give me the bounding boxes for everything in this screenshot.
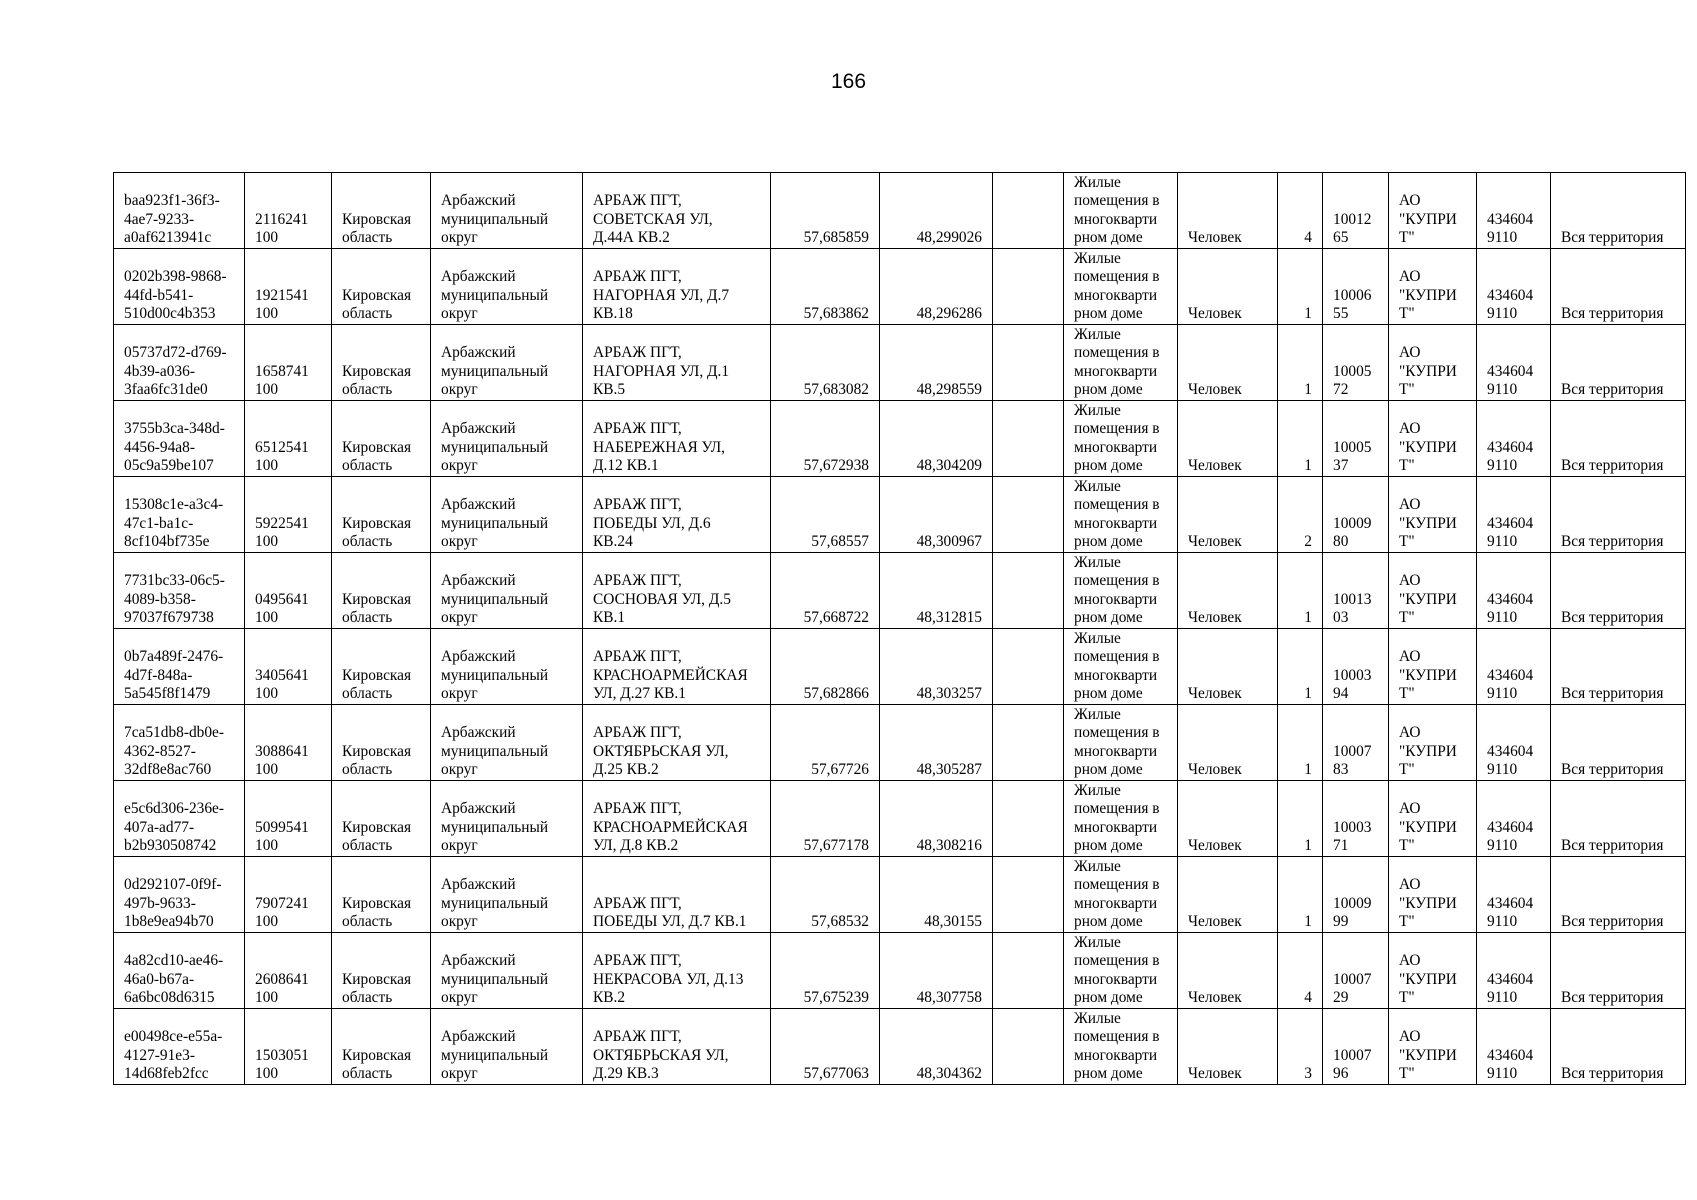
cell-account: 10007 83	[1323, 705, 1389, 781]
cell-territory: Вся территория	[1551, 781, 1686, 857]
cell-empty	[993, 401, 1064, 477]
cell-unit: Человек	[1178, 857, 1278, 933]
cell-territory: Вся территория	[1551, 1009, 1686, 1085]
cell-longitude: 48,298559	[880, 325, 993, 401]
cell-account: 10003 94	[1323, 629, 1389, 705]
cell-address: АРБАЖ ПГТ, НАБЕРЕЖНАЯ УЛ, Д.12 КВ.1	[583, 401, 771, 477]
cell-latitude: 57,683862	[771, 249, 880, 325]
cell-inn: 434604 9110	[1477, 477, 1551, 553]
cell-address: АРБАЖ ПГТ, СОВЕТСКАЯ УЛ, Д.44А КВ.2	[583, 173, 771, 249]
cell-territory: Вся территория	[1551, 629, 1686, 705]
cell-municipality: Арбажский муниципальный округ	[431, 705, 583, 781]
cell-latitude: 57,67726	[771, 705, 880, 781]
cell-address: АРБАЖ ПГТ, НЕКРАСОВА УЛ, Д.13 КВ.2	[583, 933, 771, 1009]
cell-longitude: 48,308216	[880, 781, 993, 857]
cell-record-id: 05737d72-d769- 4b39-a036- 3faa6fc31de0	[114, 325, 245, 401]
cell-housing-type: Жилые помещения в многокварти рном доме	[1064, 629, 1178, 705]
cell-municipality: Арбажский муниципальный округ	[431, 1009, 583, 1085]
cell-inn: 434604 9110	[1477, 629, 1551, 705]
cell-count: 1	[1278, 249, 1323, 325]
cell-organization: АО "КУПРИ Т"	[1389, 401, 1477, 477]
cell-longitude: 48,296286	[880, 249, 993, 325]
cell-territory: Вся территория	[1551, 325, 1686, 401]
cell-territory: Вся территория	[1551, 401, 1686, 477]
cell-code: 1658741 100	[245, 325, 332, 401]
cell-territory: Вся территория	[1551, 933, 1686, 1009]
table-row	[114, 705, 1686, 781]
cell-address: АРБАЖ ПГТ, НАГОРНАЯ УЛ, Д.7 КВ.18	[583, 249, 771, 325]
cell-organization: АО "КУПРИ Т"	[1389, 477, 1477, 553]
cell-longitude: 48,300967	[880, 477, 993, 553]
cell-municipality: Арбажский муниципальный округ	[431, 249, 583, 325]
cell-organization: АО "КУПРИ Т"	[1389, 173, 1477, 249]
cell-address: АРБАЖ ПГТ, НАГОРНАЯ УЛ, Д.1 КВ.5	[583, 325, 771, 401]
cell-longitude: 48,304362	[880, 1009, 993, 1085]
cell-record-id: 0b7a489f-2476- 4d7f-848a- 5a545f8f1479	[114, 629, 245, 705]
cell-organization: АО "КУПРИ Т"	[1389, 705, 1477, 781]
cell-region: Кировская область	[332, 781, 431, 857]
cell-territory: Вся территория	[1551, 249, 1686, 325]
cell-record-id: 0d292107-0f9f- 497b-9633- 1b8e9ea94b70	[114, 857, 245, 933]
table-row	[114, 553, 1686, 629]
cell-record-id: 7731bc33-06c5- 4089-b358- 97037f679738	[114, 553, 245, 629]
cell-account: 10009 99	[1323, 857, 1389, 933]
registry-table	[113, 172, 1686, 1085]
table-row	[114, 401, 1686, 477]
cell-housing-type: Жилые помещения в многокварти рном доме	[1064, 325, 1178, 401]
cell-code: 7907241 100	[245, 857, 332, 933]
cell-organization: АО "КУПРИ Т"	[1389, 857, 1477, 933]
cell-empty	[993, 553, 1064, 629]
cell-municipality: Арбажский муниципальный округ	[431, 553, 583, 629]
cell-region: Кировская область	[332, 325, 431, 401]
cell-latitude: 57,68532	[771, 857, 880, 933]
table-row	[114, 1009, 1686, 1085]
table-row	[114, 857, 1686, 933]
cell-empty	[993, 781, 1064, 857]
cell-count: 1	[1278, 325, 1323, 401]
table-row	[114, 781, 1686, 857]
cell-municipality: Арбажский муниципальный округ	[431, 173, 583, 249]
cell-empty	[993, 477, 1064, 553]
cell-count: 1	[1278, 553, 1323, 629]
cell-region: Кировская область	[332, 477, 431, 553]
cell-count: 2	[1278, 477, 1323, 553]
cell-empty	[993, 629, 1064, 705]
cell-count: 1	[1278, 857, 1323, 933]
registry-table-body	[114, 173, 1686, 1085]
cell-code: 2116241 100	[245, 173, 332, 249]
cell-record-id: 0202b398-9868- 44fd-b541- 510d00c4b353	[114, 249, 245, 325]
cell-region: Кировская область	[332, 1009, 431, 1085]
cell-count: 1	[1278, 401, 1323, 477]
cell-record-id: 7ca51db8-db0e- 4362-8527- 32df8e8ac760	[114, 705, 245, 781]
cell-region: Кировская область	[332, 553, 431, 629]
cell-latitude: 57,682866	[771, 629, 880, 705]
cell-municipality: Арбажский муниципальный округ	[431, 781, 583, 857]
cell-inn: 434604 9110	[1477, 933, 1551, 1009]
cell-housing-type: Жилые помещения в многокварти рном доме	[1064, 553, 1178, 629]
cell-organization: АО "КУПРИ Т"	[1389, 629, 1477, 705]
cell-inn: 434604 9110	[1477, 553, 1551, 629]
cell-account: 10005 37	[1323, 401, 1389, 477]
cell-record-id: baa923f1-36f3- 4ae7-9233- a0af6213941c	[114, 173, 245, 249]
cell-municipality: Арбажский муниципальный округ	[431, 933, 583, 1009]
cell-address: АРБАЖ ПГТ, КРАСНОАРМЕЙСКАЯ УЛ, Д.27 КВ.1	[583, 629, 771, 705]
cell-latitude: 57,675239	[771, 933, 880, 1009]
cell-housing-type: Жилые помещения в многокварти рном доме	[1064, 933, 1178, 1009]
cell-inn: 434604 9110	[1477, 401, 1551, 477]
cell-unit: Человек	[1178, 401, 1278, 477]
cell-latitude: 57,677178	[771, 781, 880, 857]
cell-unit: Человек	[1178, 705, 1278, 781]
cell-organization: АО "КУПРИ Т"	[1389, 933, 1477, 1009]
cell-longitude: 48,303257	[880, 629, 993, 705]
cell-record-id: 15308c1e-a3c4- 47c1-ba1c- 8cf104bf735e	[114, 477, 245, 553]
table-row	[114, 629, 1686, 705]
cell-inn: 434604 9110	[1477, 325, 1551, 401]
cell-longitude: 48,305287	[880, 705, 993, 781]
cell-municipality: Арбажский муниципальный округ	[431, 401, 583, 477]
cell-longitude: 48,304209	[880, 401, 993, 477]
cell-housing-type: Жилые помещения в многокварти рном доме	[1064, 705, 1178, 781]
table-row	[114, 325, 1686, 401]
table-row	[114, 477, 1686, 553]
cell-municipality: Арбажский муниципальный округ	[431, 857, 583, 933]
cell-unit: Человек	[1178, 173, 1278, 249]
cell-empty	[993, 249, 1064, 325]
cell-housing-type: Жилые помещения в многокварти рном доме	[1064, 477, 1178, 553]
cell-inn: 434604 9110	[1477, 705, 1551, 781]
cell-code: 0495641 100	[245, 553, 332, 629]
cell-unit: Человек	[1178, 629, 1278, 705]
cell-region: Кировская область	[332, 173, 431, 249]
cell-account: 10003 71	[1323, 781, 1389, 857]
cell-municipality: Арбажский муниципальный округ	[431, 477, 583, 553]
cell-organization: АО "КУПРИ Т"	[1389, 1009, 1477, 1085]
cell-record-id: 4a82cd10-ae46- 46a0-b67a- 6a6bc08d6315	[114, 933, 245, 1009]
cell-unit: Человек	[1178, 325, 1278, 401]
cell-empty	[993, 173, 1064, 249]
page-number: 166	[830, 70, 867, 93]
cell-territory: Вся территория	[1551, 173, 1686, 249]
cell-inn: 434604 9110	[1477, 173, 1551, 249]
cell-municipality: Арбажский муниципальный округ	[431, 629, 583, 705]
cell-unit: Человек	[1178, 781, 1278, 857]
cell-unit: Человек	[1178, 1009, 1278, 1085]
cell-code: 1921541 100	[245, 249, 332, 325]
cell-unit: Человек	[1178, 933, 1278, 1009]
cell-territory: Вся территория	[1551, 477, 1686, 553]
cell-address: АРБАЖ ПГТ, ОКТЯБРЬСКАЯ УЛ, Д.25 КВ.2	[583, 705, 771, 781]
cell-empty	[993, 705, 1064, 781]
cell-code: 2608641 100	[245, 933, 332, 1009]
cell-empty	[993, 325, 1064, 401]
cell-code: 3405641 100	[245, 629, 332, 705]
cell-territory: Вся территория	[1551, 705, 1686, 781]
cell-housing-type: Жилые помещения в многокварти рном доме	[1064, 173, 1178, 249]
cell-account: 10006 55	[1323, 249, 1389, 325]
table-row	[114, 933, 1686, 1009]
cell-record-id: e00498ce-e55a- 4127-91e3- 14d68feb2fcc	[114, 1009, 245, 1085]
cell-inn: 434604 9110	[1477, 857, 1551, 933]
cell-unit: Человек	[1178, 553, 1278, 629]
cell-organization: АО "КУПРИ Т"	[1389, 553, 1477, 629]
cell-latitude: 57,683082	[771, 325, 880, 401]
cell-code: 5099541 100	[245, 781, 332, 857]
cell-territory: Вся территория	[1551, 857, 1686, 933]
cell-record-id: 3755b3ca-348d- 4456-94a8- 05c9a59be107	[114, 401, 245, 477]
cell-housing-type: Жилые помещения в многокварти рном доме	[1064, 1009, 1178, 1085]
cell-municipality: Арбажский муниципальный округ	[431, 325, 583, 401]
cell-count: 3	[1278, 1009, 1323, 1085]
cell-longitude: 48,312815	[880, 553, 993, 629]
cell-housing-type: Жилые помещения в многокварти рном доме	[1064, 781, 1178, 857]
cell-longitude: 48,30155	[880, 857, 993, 933]
cell-address: АРБАЖ ПГТ, КРАСНОАРМЕЙСКАЯ УЛ, Д.8 КВ.2	[583, 781, 771, 857]
cell-unit: Человек	[1178, 249, 1278, 325]
cell-code: 5922541 100	[245, 477, 332, 553]
cell-count: 1	[1278, 781, 1323, 857]
cell-code: 3088641 100	[245, 705, 332, 781]
cell-account: 10013 03	[1323, 553, 1389, 629]
table-row	[114, 249, 1686, 325]
cell-count: 4	[1278, 933, 1323, 1009]
cell-count: 1	[1278, 629, 1323, 705]
table-row	[114, 173, 1686, 249]
cell-count: 4	[1278, 173, 1323, 249]
cell-longitude: 48,299026	[880, 173, 993, 249]
cell-code: 1503051 100	[245, 1009, 332, 1085]
cell-housing-type: Жилые помещения в многокварти рном доме	[1064, 401, 1178, 477]
cell-address: АРБАЖ ПГТ, ПОБЕДЫ УЛ, Д.7 КВ.1	[583, 857, 771, 933]
cell-account: 10012 65	[1323, 173, 1389, 249]
cell-region: Кировская область	[332, 249, 431, 325]
cell-address: АРБАЖ ПГТ, СОСНОВАЯ УЛ, Д.5 КВ.1	[583, 553, 771, 629]
cell-unit: Человек	[1178, 477, 1278, 553]
cell-region: Кировская область	[332, 705, 431, 781]
cell-empty	[993, 933, 1064, 1009]
cell-latitude: 57,677063	[771, 1009, 880, 1085]
cell-account: 10009 80	[1323, 477, 1389, 553]
cell-organization: АО "КУПРИ Т"	[1389, 781, 1477, 857]
cell-code: 6512541 100	[245, 401, 332, 477]
cell-inn: 434604 9110	[1477, 1009, 1551, 1085]
cell-housing-type: Жилые помещения в многокварти рном доме	[1064, 857, 1178, 933]
cell-address: АРБАЖ ПГТ, ОКТЯБРЬСКАЯ УЛ, Д.29 КВ.3	[583, 1009, 771, 1085]
cell-inn: 434604 9110	[1477, 249, 1551, 325]
cell-region: Кировская область	[332, 401, 431, 477]
cell-territory: Вся территория	[1551, 553, 1686, 629]
cell-housing-type: Жилые помещения в многокварти рном доме	[1064, 249, 1178, 325]
cell-address: АРБАЖ ПГТ, ПОБЕДЫ УЛ, Д.6 КВ.24	[583, 477, 771, 553]
cell-region: Кировская область	[332, 933, 431, 1009]
cell-region: Кировская область	[332, 629, 431, 705]
cell-empty	[993, 1009, 1064, 1085]
cell-region: Кировская область	[332, 857, 431, 933]
cell-account: 10005 72	[1323, 325, 1389, 401]
cell-account: 10007 96	[1323, 1009, 1389, 1085]
cell-latitude: 57,672938	[771, 401, 880, 477]
cell-organization: АО "КУПРИ Т"	[1389, 249, 1477, 325]
cell-empty	[993, 857, 1064, 933]
cell-inn: 434604 9110	[1477, 781, 1551, 857]
cell-record-id: e5c6d306-236e- 407a-ad77- b2b930508742	[114, 781, 245, 857]
cell-latitude: 57,68557	[771, 477, 880, 553]
cell-latitude: 57,685859	[771, 173, 880, 249]
cell-count: 1	[1278, 705, 1323, 781]
cell-organization: АО "КУПРИ Т"	[1389, 325, 1477, 401]
cell-longitude: 48,307758	[880, 933, 993, 1009]
cell-latitude: 57,668722	[771, 553, 880, 629]
cell-account: 10007 29	[1323, 933, 1389, 1009]
